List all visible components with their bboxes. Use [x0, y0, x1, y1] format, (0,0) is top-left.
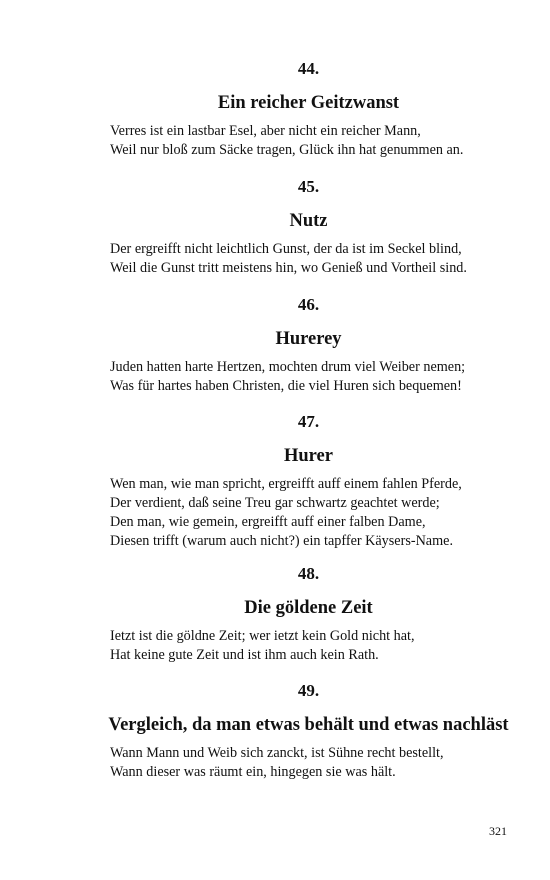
- poem-line: Den man, wie gemein, ergreifft auff einer falben Dame,: [110, 514, 426, 530]
- poem-line: Der verdient, daß seine Treu gar schwartz geachtet werde;: [110, 495, 440, 511]
- poem-title: Nutz: [289, 211, 328, 231]
- poem-title: Hurerey: [275, 329, 342, 349]
- poem-line: Der ergreifft nicht leichtlich Gunst, der da ist im Seckel blind,: [110, 241, 462, 257]
- poem-title: Die göldene Zeit: [244, 598, 373, 618]
- poem-number: 49.: [297, 681, 320, 700]
- poem-title: Vergleich, da man etwas behält und etwas nachläst: [108, 715, 509, 735]
- poem-line: Verres ist ein lastbar Esel, aber nicht ein reicher Mann,: [110, 123, 421, 139]
- poem-body: [110, 122, 463, 160]
- poem-body: [110, 240, 467, 278]
- poem-line: Weil nur bloß zum Säcke tragen, Glück ihn hat genummen an.: [110, 142, 464, 158]
- poem-line: Wen man, wie man spricht, ergreifft auff einem fahlen Pferde,: [110, 476, 462, 492]
- poem-number: 44.: [297, 59, 320, 78]
- poem-number: 45.: [297, 177, 320, 196]
- poem-title: Ein reicher Geitzwanst: [217, 93, 400, 113]
- poem-body: [110, 627, 415, 665]
- poem-body: [110, 358, 465, 396]
- poem-line: Was für hartes haben Christen, die viel Huren sich bequemen!: [110, 378, 462, 394]
- poem-title: Hurer: [284, 446, 333, 466]
- poem-line: Hat keine gute Zeit und ist ihm auch kein Rath.: [110, 647, 379, 663]
- page-number: 321: [489, 824, 507, 838]
- poem-line: Wann Mann und Weib sich zanckt, ist Sühne recht bestellt,: [110, 745, 444, 761]
- poem-line: Diesen trifft (warum auch nicht?) ein tapffer Käysers-Name.: [110, 533, 453, 549]
- poem-line: Ietzt ist die göldne Zeit; wer ietzt kein Gold nicht hat,: [110, 628, 415, 644]
- poem-number: 46.: [297, 295, 320, 314]
- poem-line: Wann dieser was räumt ein, hingegen sie was hält.: [110, 764, 396, 780]
- poem-body: [110, 744, 444, 782]
- poem-number: 47.: [297, 412, 320, 431]
- poem-number: 48.: [297, 564, 320, 583]
- poem-line: Juden hatten harte Hertzen, mochten drum viel Weiber nemen;: [110, 359, 466, 375]
- poem-body: [110, 475, 462, 551]
- poem-line: Weil die Gunst tritt meistens hin, wo Genieß und Vortheil sind.: [110, 260, 467, 276]
